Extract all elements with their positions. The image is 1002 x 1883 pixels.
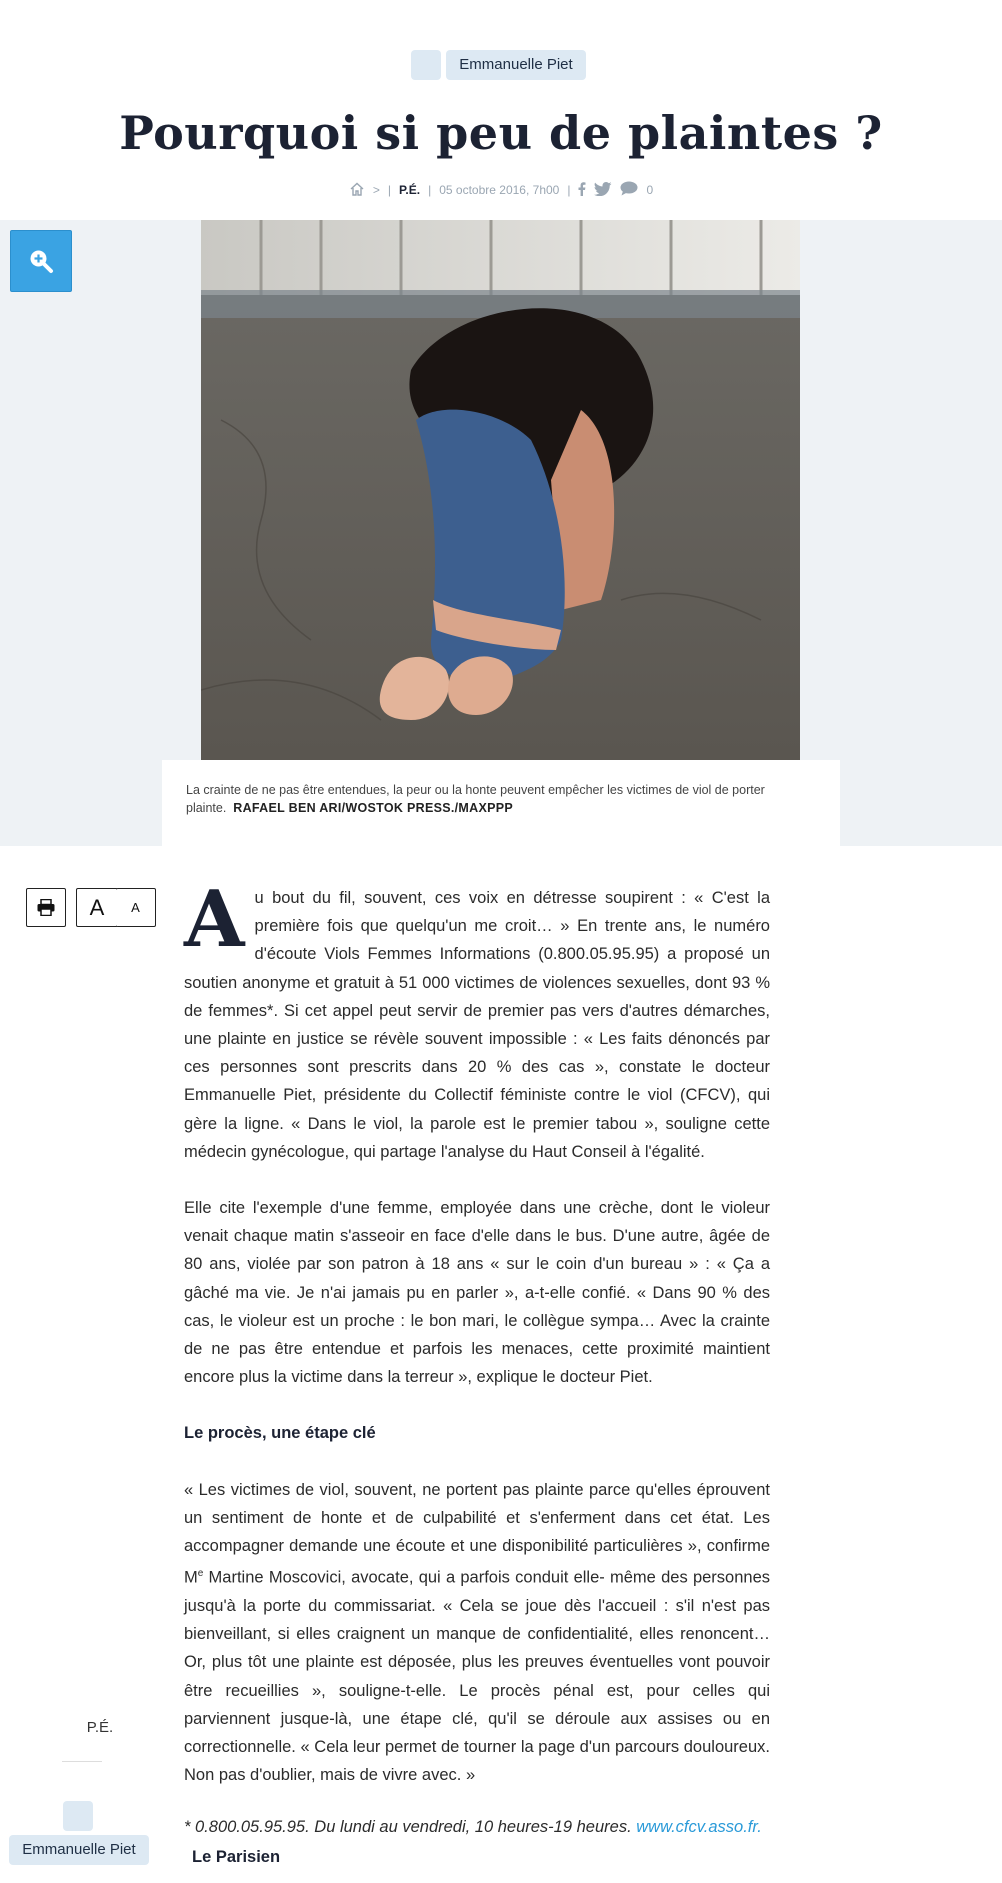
meta-divider: |: [567, 183, 571, 197]
sidebar-author-tag[interactable]: Emmanuelle Piet: [9, 1835, 149, 1865]
page-title: Pourquoi si peu de plaintes ?: [119, 106, 883, 160]
footnote-text: * 0.800.05.95.95. Du lundi au vendredi, 10 heures-19 heures.: [184, 1818, 632, 1837]
home-icon[interactable]: [349, 182, 365, 199]
meta-divider: |: [387, 183, 391, 197]
font-size-increase-button[interactable]: A: [76, 888, 118, 927]
article-source: Le Parisien: [192, 1847, 281, 1866]
meta-author[interactable]: P.É.: [398, 183, 421, 197]
meta-date: 05 octobre 2016, 7h00: [439, 183, 560, 197]
photo-caption: [186, 781, 786, 817]
twitter-icon[interactable]: [594, 182, 612, 199]
caption-text: La crainte de ne pas être entendues, la peur ou la honte peuvent empêcher les victimes de viol de porter plainte.: [186, 783, 765, 815]
comment-icon[interactable]: [620, 181, 638, 199]
facebook-icon[interactable]: [578, 182, 586, 199]
article-subheading: Le procès, une étape clé: [184, 1424, 376, 1443]
article-meta: [0, 181, 1002, 199]
print-button[interactable]: [26, 888, 66, 927]
paragraph-text: u bout du fil, souvent, ces voix en détresse soupirent : « C'est la première fois que quelqu'un me croit… » En trente ans, le numéro d'écoute Viols Femmes Informations (0.800.05.95.95) a proposé un soutien anonyme et gratuit à 51 000 victimes de violences sexuelles, dont 93 % de femmes*. Si cet appel peut servir de premier pas vers d'autres démarches, une plainte en justice se révèle souvent impossible : « Les faits dénoncés par ces personnes sont prescrits dans 20 % des cas », constate le docteur Emmanuelle Piet, présidente du Collectif féministe contre le viol (CFCV), qui gère la ligne. « Dans le viol, la parole est le premier tabou », souligne cette médecin gynécologue, qui partage l'analyse du Haut Conseil à l'égalité.: [184, 889, 770, 1161]
photo-illustration: [201, 220, 800, 760]
article-footnote: [184, 1813, 770, 1841]
author-tag[interactable]: Emmanuelle Piet: [446, 50, 586, 80]
meta-divider: |: [428, 183, 432, 197]
article-photo[interactable]: [201, 220, 800, 760]
article-paragraph: Elle cite l'exemple d'une femme, employée dans une crèche, dont le violeur venait chaque matin s'asseoir en face d'elle dans le bus. D'une autre, âgée de 80 ans, violée par son patron à 18 ans « sur le coin d'un bureau » : « Ça a gâché ma vie. Je n'ai jamais pu en parler », a-t-elle confié. « Dans 90 % des cas, le violeur est un proche : le bon mari, le collègue sympa… Avec la crainte de ne pas être entendue et parfois les menaces, cette proximité maintient encore plus la victime dans la terreur », explique le docteur Piet.: [184, 1199, 770, 1387]
comment-count[interactable]: 0: [646, 183, 654, 197]
paragraph-text: Martine Moscovici, avocate, qui a parfois conduit elle- même des personnes jusqu'à la porte du commissariat. « Cela se joue dès l'accueil : s'il n'est pas bienveillant, si elles craignent un manque de confidentialité, elles renoncent… Or, plus tôt une plainte est déposée, plus les preuves éventuelles vont pouvoir être recueillies », souligne-t-elle. Le procès pénal est, pour celles qui parviennent jusque-là, une étape clé, qu'il se déroule aux assises ou en correctionnelle. « Cela leur permet de tourner la page d'un parcours douloureux. Non pas d'oublier, mais de vivre avec. »: [184, 1568, 770, 1785]
font-size-decrease-button[interactable]: A: [116, 888, 156, 927]
article-paragraph: [184, 874, 770, 1166]
tag-placeholder[interactable]: [411, 50, 441, 80]
superscript: e: [197, 1568, 204, 1580]
paragraph-text: « Les victimes de viol, souvent, ne portent pas plainte parce qu'elles éprouvent un sentiment de honte et de culpabilité et s'enferment dans cet état. Les accompagner demande une écoute et une disponibilité particulières », confirme M: [184, 1480, 770, 1587]
breadcrumb-separator: >: [372, 183, 380, 197]
sidebar-author[interactable]: P.É.: [86, 1719, 114, 1736]
article-body: [184, 874, 770, 1872]
photo-credit: RAFAEL BEN ARI/WOSTOK PRESS./MAXPPP: [233, 801, 514, 815]
article-paragraph: [184, 1476, 770, 1790]
print-icon: [37, 899, 55, 916]
sidebar-divider: [62, 1761, 102, 1762]
drop-cap: A: [184, 874, 245, 965]
zoom-button[interactable]: [10, 230, 72, 292]
footnote-link[interactable]: www.cfcv.asso.fr.: [636, 1818, 762, 1837]
sidebar-tag-placeholder[interactable]: [63, 1801, 93, 1831]
zoom-in-icon: [28, 248, 54, 274]
